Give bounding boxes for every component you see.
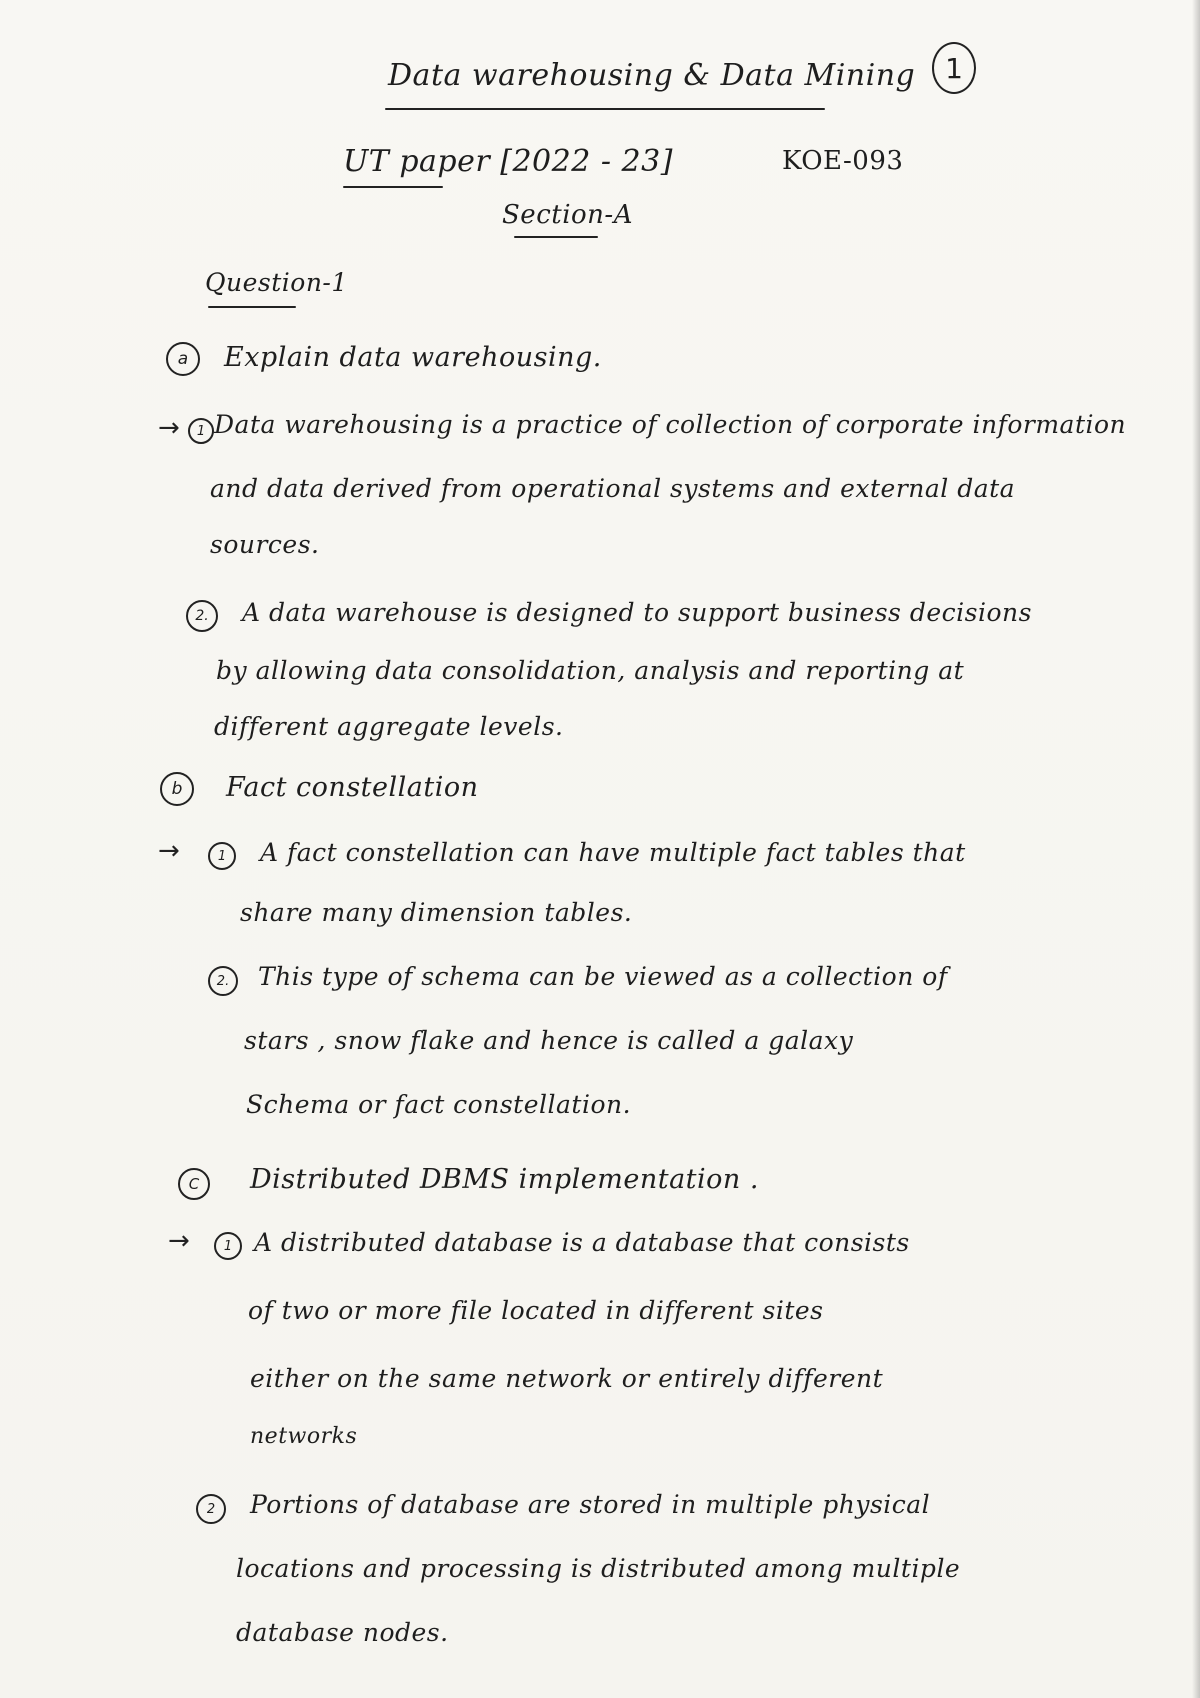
answer-arrow-icon: → (168, 1226, 190, 1256)
answer-arrow-icon: → (158, 413, 180, 443)
part-a-marker: a (166, 342, 200, 376)
page-edge-shadow (1192, 0, 1200, 1698)
part-b-marker: b (160, 772, 194, 806)
page-number-badge (932, 42, 976, 94)
part-c-point1-line2: of two or more file located in different sites (248, 1296, 824, 1325)
part-a-point1-line3: sources. (210, 530, 320, 559)
title-underline (385, 108, 825, 110)
part-a-point2-marker: 2. (186, 600, 218, 632)
paper-label: UT paper [2022 - 23] (343, 144, 673, 179)
question-underline (208, 306, 296, 308)
part-c-point2-line3: database nodes. (236, 1618, 449, 1647)
part-b-point1-line2: share many dimension tables. (240, 898, 633, 927)
part-b-point2-line3: Schema or fact constellation. (246, 1090, 632, 1119)
paper-underline (343, 186, 443, 188)
part-c-point1-line4: networks (250, 1424, 358, 1449)
part-c-point2-marker: 2 (196, 1494, 226, 1524)
part-b-point2-marker: 2. (208, 966, 238, 996)
part-a-point2-line1: A data warehouse is designed to support business decisions (242, 598, 1032, 627)
part-a-point1-line1: Data warehousing is a practice of collection of corporate information (214, 410, 1127, 439)
part-b-point1-line1: A fact constellation can have multiple fact tables that (260, 838, 966, 867)
part-a-point1-line2: and data derived from operational systems and external data (210, 474, 1016, 503)
part-a-point2-line3: different aggregate levels. (214, 712, 564, 741)
part-b-point1-marker: 1 (208, 842, 236, 870)
part-c-point2-line2: locations and processing is distributed among multiple (236, 1554, 961, 1583)
part-a-point1-marker: 1 (188, 418, 214, 444)
part-c-marker: C (178, 1168, 210, 1200)
part-a-point2-line2: by allowing data consolidation, analysis and reporting at (216, 656, 965, 685)
part-b-point2-line1: This type of schema can be viewed as a collection of (258, 962, 948, 991)
document-title: Data warehousing & Data Mining (388, 58, 916, 93)
part-c-point1-marker: 1 (214, 1232, 242, 1260)
part-b-heading: Fact constellation (226, 772, 479, 803)
answer-arrow-icon: → (158, 836, 180, 866)
part-a-heading: Explain data warehousing. (224, 342, 602, 373)
part-b-point2-line2: stars , snow flake and hence is called a galaxy (244, 1026, 854, 1055)
part-c-point1-line1: A distributed database is a database that consists (254, 1228, 910, 1257)
question-heading: Question-1 (205, 268, 348, 297)
part-c-point2-line1: Portions of database are stored in multiple physical (250, 1490, 931, 1519)
page-number: 1 (945, 51, 963, 85)
section-underline (514, 236, 598, 238)
part-c-heading: Distributed DBMS implementation . (250, 1164, 759, 1195)
section-label: Section-A (502, 200, 633, 230)
part-c-point1-line3: either on the same network or entirely different (250, 1364, 884, 1393)
course-code: KOE-093 (782, 146, 904, 176)
